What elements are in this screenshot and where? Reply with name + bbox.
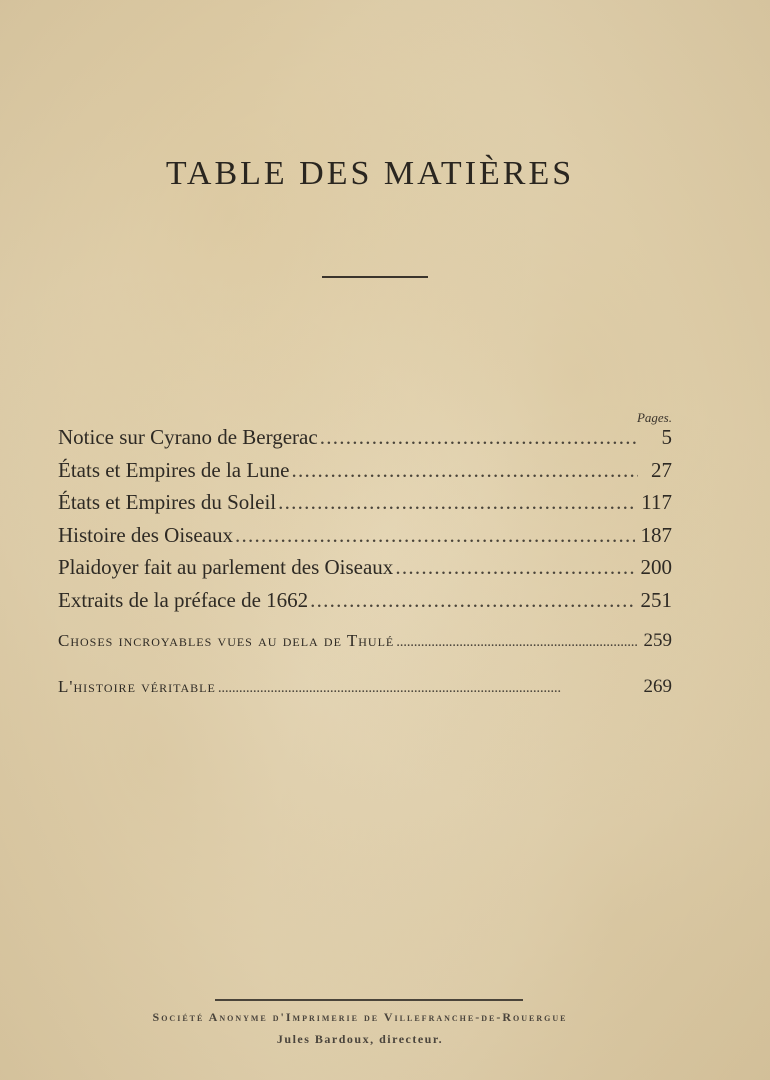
toc-entry-page: 269 [643, 676, 672, 697]
toc-entry-label: États et Empires du Soleil [58, 490, 277, 514]
toc-entry-page: 117 [641, 490, 672, 514]
toc-entry-page: 200 [640, 555, 672, 579]
pages-column-header: Pages. [636, 410, 672, 425]
toc-entry [58, 588, 672, 621]
toc-entry-label: Plaidoyer fait au parlement des Oiseaux [58, 555, 394, 579]
toc-entry-page: 251 [640, 587, 672, 612]
page-title: TABLE DES MATIÈRES [165, 155, 575, 192]
toc-entry-page: 187 [640, 522, 672, 547]
toc-entry-page: 259 [643, 630, 672, 651]
dot-leader [218, 680, 638, 697]
dot-leader [278, 490, 635, 515]
dot-leader [310, 588, 634, 613]
toc-entry [58, 523, 672, 556]
dot-leader [396, 634, 637, 651]
dot-leader [395, 555, 634, 580]
dot-leader [320, 425, 638, 450]
printer-imprint: Société Anonyme d'Imprimerie de Villefranche-de-Rouergue [152, 1010, 568, 1024]
toc-entry [58, 666, 672, 712]
toc-entry [58, 425, 672, 458]
toc-entry [58, 620, 672, 666]
toc-entry-label: États et Empires de la Lune [58, 457, 290, 482]
toc-entry-page: 5 [661, 425, 672, 449]
toc-entry [58, 458, 672, 491]
toc-entry-label: Notice sur Cyrano de Bergerac [58, 425, 318, 449]
toc-entry-label: Histoire des Oiseaux [58, 522, 233, 547]
toc-entry-label: L'histoire véritable [58, 677, 216, 696]
printer-director: Jules Bardoux, directeur. [276, 1032, 444, 1046]
footer-divider [215, 999, 523, 1001]
toc-entry [58, 555, 672, 588]
dot-leader [292, 458, 638, 483]
title-divider [322, 276, 428, 278]
toc-entry-label: Choses incroyables vues au dela de Thulé [58, 631, 395, 650]
toc-entry-label: Extraits de la préface de 1662 [58, 587, 309, 612]
dot-leader [235, 523, 635, 548]
toc-entry-page: 27 [651, 457, 672, 482]
table-of-contents [58, 425, 672, 712]
toc-entry [58, 490, 672, 523]
